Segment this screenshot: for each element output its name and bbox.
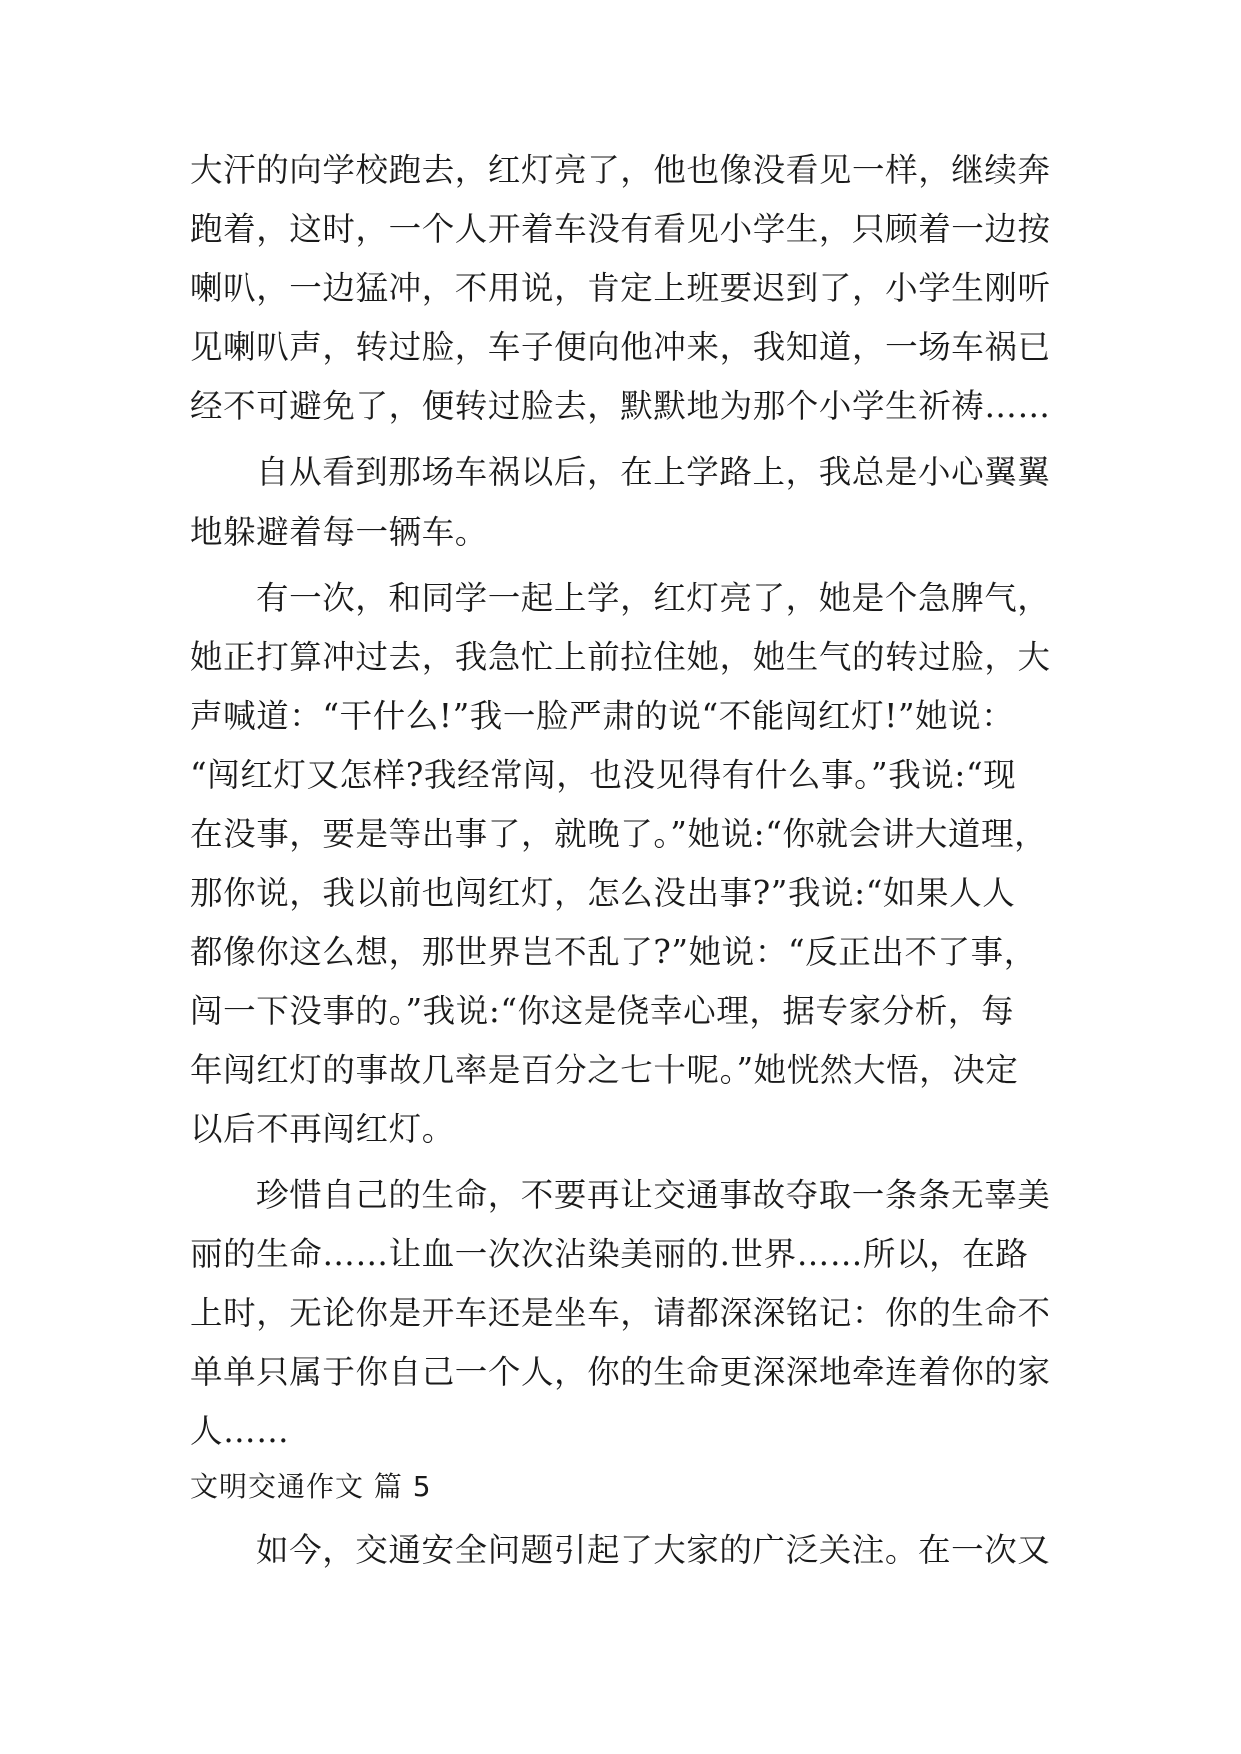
text-line: 有一次，和同学一起上学，红灯亮了，她是个急脾气， [256, 579, 1051, 617]
text-line: 年闯红灯的事故几率是百分之七十呢。”她恍然大悟，决定 [190, 1051, 1019, 1089]
text-line: 如今，交通安全问题引起了大家的广泛关注。在一次又 [256, 1531, 1051, 1569]
text-line: 经不可避免了，便转过脸去，默默地为那个小学生祈祷…… [190, 387, 1051, 425]
text-line: 自从看到那场车祸以后，在上学路上，我总是小心翼翼 [256, 453, 1051, 491]
text-line: 见喇叭声，转过脸，车子便向他冲来，我知道，一场车祸已 [190, 328, 1051, 366]
text-line: 丽的生命……让血一次次沾染美丽的.世界……所以，在路 [190, 1235, 1029, 1273]
text-line: 以后不再闯红灯。 [190, 1110, 455, 1148]
section-heading: 文明交通作文 篇 5 [190, 1470, 432, 1503]
text-line: 那你说，我以前也闯红灯，怎么没出事?”我说:“如果人人 [190, 874, 1016, 912]
text-line: 单单只属于你自己一个人，你的生命更深深地牵连着你的家 [190, 1353, 1051, 1391]
text-line: 地躲避着每一辆车。 [190, 513, 488, 551]
text-line: 在没事，要是等出事了，就晚了。”她说:“你就会讲大道理， [190, 815, 1048, 853]
text-line: 大汗的向学校跑去，红灯亮了，他也像没看见一样，继续奔 [190, 151, 1051, 189]
text-line: 她正打算冲过去，我急忙上前拉住她，她生气的转过脸，大 [190, 638, 1051, 676]
text-line: 人…… [190, 1412, 290, 1450]
text-line: 跑着，这时，一个人开着车没有看见小学生，只顾着一边按 [190, 210, 1051, 248]
text-line: 珍惜自己的生命，不要再让交通事故夺取一条条无辜美 [256, 1176, 1051, 1214]
text-line: 闯一下没事的。”我说:“你这是侥幸心理，据专家分析，每 [190, 992, 1015, 1030]
text-line: 喇叭，一边猛冲，不用说，肯定上班要迟到了，小学生刚听 [190, 269, 1051, 307]
text-line: 声喊道：“干什么!”我一脸严肃的说“不能闯红灯!”她说： [190, 697, 1015, 735]
text-line: “闯红灯又怎样?我经常闯，也没见得有什么事。”我说:“现 [190, 756, 1017, 794]
text-line: 都像你这么想，那世界岂不乱了?”她说：“反正出不了事， [190, 933, 1037, 971]
text-line: 上时，无论你是开车还是坐车，请都深深铭记：你的生命不 [190, 1294, 1051, 1332]
